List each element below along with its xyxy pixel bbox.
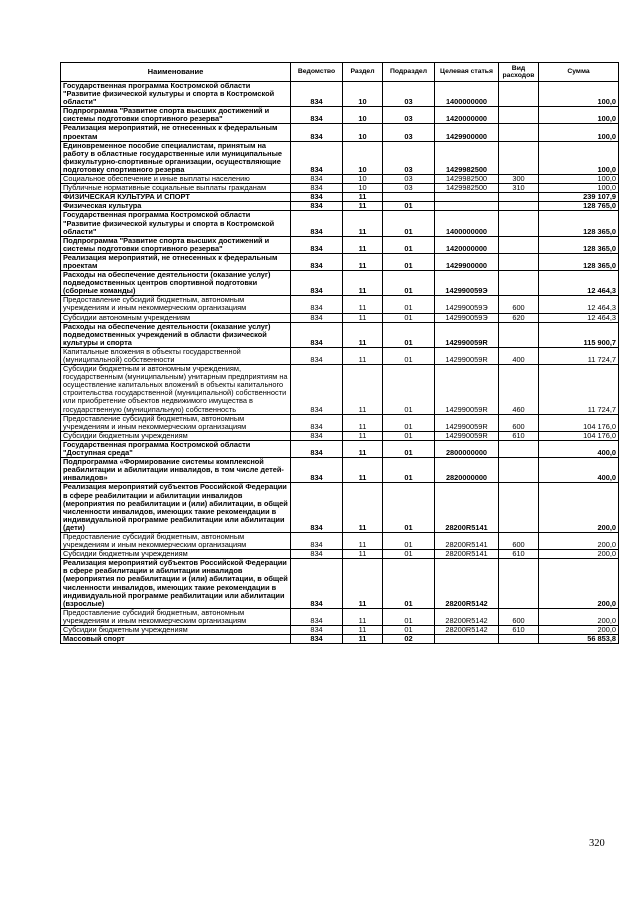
cell-name: ФИЗИЧЕСКАЯ КУЛЬТУРА И СПОРТ	[61, 193, 291, 202]
cell-expense-type: 460	[499, 365, 539, 415]
cell-target-article: 1429900000	[435, 124, 499, 141]
cell-name: Публичные нормативные социальные выплаты гражданам	[61, 184, 291, 193]
cell-podrazdel: 03	[383, 141, 435, 174]
cell-name: Реализация мероприятий субъектов Российской Федерации в сфере реабилитации и абилитации инвалидов (мероприятия по реабилитации и (или) абилитации, в общей численности инвалидов, имеющих такие рекомендации в индивидуальной программе реабилитации или абилитации (дети)	[61, 483, 291, 533]
cell-vedomstvo: 834	[291, 107, 343, 124]
cell-vedomstvo: 834	[291, 414, 343, 431]
cell-razdel: 11	[343, 322, 383, 347]
header-target-article: Целевая статья	[435, 63, 499, 82]
cell-razdel: 11	[343, 313, 383, 322]
cell-razdel: 11	[343, 347, 383, 364]
table-row	[61, 635, 619, 644]
cell-sum: 11 724,7	[539, 347, 619, 364]
cell-podrazdel: 01	[383, 347, 435, 364]
cell-name: Подпрограмма "Развитие спорта высших достижений и системы подготовки спортивного резерва"	[61, 236, 291, 253]
cell-sum: 200,0	[539, 550, 619, 559]
cell-target-article: 28200R5142	[435, 608, 499, 625]
cell-sum: 12 464,3	[539, 296, 619, 313]
cell-sum: 200,0	[539, 532, 619, 549]
cell-razdel: 11	[343, 635, 383, 644]
header-expense-type: Вид расходов	[499, 63, 539, 82]
cell-name: Реализация мероприятий, не отнесенных к федеральным проектам	[61, 124, 291, 141]
cell-expense-type: 600	[499, 296, 539, 313]
cell-target-article: 28200R5141	[435, 532, 499, 549]
cell-razdel: 10	[343, 141, 383, 174]
cell-expense-type	[499, 211, 539, 236]
cell-podrazdel: 01	[383, 483, 435, 533]
cell-expense-type: 610	[499, 550, 539, 559]
table-row	[61, 347, 619, 364]
cell-name: Социальное обеспечение и иные выплаты населению	[61, 175, 291, 184]
cell-name: Государственная программа Костромской области "Развитие физической культуры и спорта в Костромской области"	[61, 82, 291, 107]
cell-name: Подпрограмма "Развитие спорта высших достижений и системы подготовки спортивного резерва"	[61, 107, 291, 124]
cell-razdel: 11	[343, 253, 383, 270]
cell-podrazdel: 03	[383, 175, 435, 184]
cell-podrazdel: 01	[383, 532, 435, 549]
cell-target-article: 142990059R	[435, 431, 499, 440]
cell-podrazdel: 03	[383, 82, 435, 107]
cell-expense-type: 620	[499, 313, 539, 322]
cell-vedomstvo: 834	[291, 124, 343, 141]
cell-expense-type	[499, 202, 539, 211]
cell-name: Физическая культура	[61, 202, 291, 211]
cell-vedomstvo: 834	[291, 202, 343, 211]
cell-razdel: 11	[343, 559, 383, 609]
cell-razdel: 11	[343, 365, 383, 415]
cell-podrazdel: 01	[383, 559, 435, 609]
cell-vedomstvo: 834	[291, 141, 343, 174]
cell-podrazdel: 01	[383, 550, 435, 559]
cell-sum: 100,0	[539, 82, 619, 107]
cell-razdel: 11	[343, 440, 383, 457]
cell-vedomstvo: 834	[291, 175, 343, 184]
header-row	[61, 63, 619, 82]
cell-razdel: 11	[343, 296, 383, 313]
table-row	[61, 483, 619, 533]
cell-expense-type	[499, 322, 539, 347]
cell-razdel: 11	[343, 483, 383, 533]
cell-expense-type: 310	[499, 184, 539, 193]
cell-podrazdel: 03	[383, 124, 435, 141]
cell-expense-type	[499, 253, 539, 270]
cell-name: Субсидии бюджетным учреждениям	[61, 550, 291, 559]
cell-expense-type	[499, 483, 539, 533]
header-razdel: Раздел	[343, 63, 383, 82]
cell-target-article: 142990059Э	[435, 313, 499, 322]
cell-sum: 128 765,0	[539, 202, 619, 211]
cell-vedomstvo: 834	[291, 550, 343, 559]
cell-vedomstvo: 834	[291, 483, 343, 533]
cell-podrazdel: 01	[383, 211, 435, 236]
cell-expense-type: 610	[499, 431, 539, 440]
cell-vedomstvo: 834	[291, 313, 343, 322]
cell-razdel: 11	[343, 550, 383, 559]
cell-target-article: 142990059R	[435, 322, 499, 347]
cell-vedomstvo: 834	[291, 193, 343, 202]
cell-name: Реализация мероприятий, не отнесенных к федеральным проектам	[61, 253, 291, 270]
cell-razdel: 10	[343, 82, 383, 107]
cell-sum: 11 724,7	[539, 365, 619, 415]
cell-podrazdel: 01	[383, 271, 435, 296]
cell-expense-type	[499, 141, 539, 174]
cell-target-article: 1429982500	[435, 141, 499, 174]
table-row	[61, 124, 619, 141]
cell-target-article: 1400000000	[435, 211, 499, 236]
cell-name: Субсидии бюджетным и автономным учреждениям, государственным (муниципальным) унитарным предприятиям на осуществление капитальных вложений в объекты капитального строительства государственной (муниципальной) собственности или приобретение объектов недвижимого имущества в государственную (муниципальную) собственность	[61, 365, 291, 415]
cell-vedomstvo: 834	[291, 431, 343, 440]
cell-sum: 12 464,3	[539, 271, 619, 296]
cell-podrazdel: 01	[383, 296, 435, 313]
cell-expense-type	[499, 271, 539, 296]
cell-podrazdel: 02	[383, 635, 435, 644]
cell-expense-type	[499, 635, 539, 644]
cell-sum: 128 365,0	[539, 236, 619, 253]
cell-name: Предоставление субсидий бюджетным, автономным учреждениям и иным некоммерческим организациям	[61, 414, 291, 431]
cell-razdel: 10	[343, 124, 383, 141]
cell-podrazdel: 01	[383, 202, 435, 211]
cell-name: Массовый спорт	[61, 635, 291, 644]
table-row	[61, 141, 619, 174]
cell-target-article	[435, 635, 499, 644]
cell-podrazdel: 03	[383, 184, 435, 193]
cell-razdel: 11	[343, 211, 383, 236]
cell-target-article: 142990059Э	[435, 296, 499, 313]
cell-vedomstvo: 834	[291, 211, 343, 236]
cell-target-article: 1429900000	[435, 253, 499, 270]
cell-target-article: 28200R5141	[435, 550, 499, 559]
table-row	[61, 107, 619, 124]
cell-podrazdel: 01	[383, 608, 435, 625]
cell-vedomstvo: 834	[291, 184, 343, 193]
cell-razdel: 10	[343, 184, 383, 193]
cell-podrazdel: 01	[383, 313, 435, 322]
cell-razdel: 11	[343, 271, 383, 296]
cell-sum: 100,0	[539, 184, 619, 193]
cell-expense-type	[499, 124, 539, 141]
cell-podrazdel: 01	[383, 626, 435, 635]
cell-vedomstvo: 834	[291, 626, 343, 635]
cell-name: Государственная программа Костромской области "Развитие физической культуры и спорта в Костромской области"	[61, 211, 291, 236]
cell-name: Расходы на обеспечение деятельности (оказание услуг) подведомственных центров спортивной подготовки (сборные команды)	[61, 271, 291, 296]
header-podrazdel: Подраздел	[383, 63, 435, 82]
table-row	[61, 322, 619, 347]
table-row	[61, 414, 619, 431]
cell-sum: 128 365,0	[539, 211, 619, 236]
table-row	[61, 608, 619, 625]
cell-name: Капитальные вложения в объекты государственной (муниципальной) собственности	[61, 347, 291, 364]
cell-vedomstvo: 834	[291, 271, 343, 296]
cell-podrazdel: 01	[383, 365, 435, 415]
header-name: Наименование	[61, 63, 291, 82]
table-row	[61, 458, 619, 483]
table-row	[61, 440, 619, 457]
cell-sum: 128 365,0	[539, 253, 619, 270]
cell-vedomstvo: 834	[291, 559, 343, 609]
cell-expense-type	[499, 559, 539, 609]
cell-razdel: 11	[343, 532, 383, 549]
cell-name: Расходы на обеспечение деятельности (оказание услуг) подведомственных учреждений в области физической культуры и спорта	[61, 322, 291, 347]
cell-sum: 200,0	[539, 626, 619, 635]
cell-razdel: 11	[343, 431, 383, 440]
cell-podrazdel: 01	[383, 414, 435, 431]
cell-razdel: 10	[343, 175, 383, 184]
cell-name: Предоставление субсидий бюджетным, автономным учреждениям и иным некоммерческим организациям	[61, 532, 291, 549]
cell-target-article: 1429982500	[435, 184, 499, 193]
cell-razdel: 11	[343, 626, 383, 635]
cell-target-article: 1420000000	[435, 107, 499, 124]
cell-razdel: 11	[343, 414, 383, 431]
cell-expense-type	[499, 440, 539, 457]
cell-vedomstvo: 834	[291, 532, 343, 549]
cell-razdel: 10	[343, 107, 383, 124]
cell-target-article: 142990059R	[435, 347, 499, 364]
cell-razdel: 11	[343, 236, 383, 253]
cell-sum: 200,0	[539, 608, 619, 625]
cell-target-article: 28200R5141	[435, 483, 499, 533]
cell-target-article: 1429982500	[435, 175, 499, 184]
cell-sum: 104 176,0	[539, 414, 619, 431]
cell-target-article	[435, 193, 499, 202]
cell-expense-type: 600	[499, 414, 539, 431]
cell-target-article: 2820000000	[435, 458, 499, 483]
cell-sum: 239 107,9	[539, 193, 619, 202]
cell-name: Подпрограмма «Формирование системы комплексной реабилитации и абилитации инвалидов, в том числе детей-инвалидов»	[61, 458, 291, 483]
cell-sum: 400,0	[539, 458, 619, 483]
cell-vedomstvo: 834	[291, 365, 343, 415]
cell-podrazdel: 01	[383, 431, 435, 440]
cell-sum: 12 464,3	[539, 313, 619, 322]
table-row	[61, 365, 619, 415]
table-row	[61, 296, 619, 313]
cell-razdel: 11	[343, 193, 383, 202]
cell-target-article: 28200R5142	[435, 559, 499, 609]
cell-sum: 200,0	[539, 559, 619, 609]
cell-sum: 100,0	[539, 107, 619, 124]
cell-target-article: 1420000000	[435, 236, 499, 253]
cell-name: Предоставление субсидий бюджетным, автономным учреждениям и иным некоммерческим организациям	[61, 608, 291, 625]
cell-razdel: 11	[343, 608, 383, 625]
cell-target-article: 1400000000	[435, 82, 499, 107]
table-row	[61, 236, 619, 253]
table-row	[61, 626, 619, 635]
cell-vedomstvo: 834	[291, 236, 343, 253]
cell-name: Субсидии бюджетным учреждениям	[61, 431, 291, 440]
cell-name: Реализация мероприятий субъектов Российской Федерации в сфере реабилитации и абилитации инвалидов (мероприятия по реабилитации и (или) абилитации, в общей численности инвалидов, имеющих такие рекомендации в индивидуальной программе реабилитации или абилитации (взрослые)	[61, 559, 291, 609]
cell-vedomstvo: 834	[291, 458, 343, 483]
budget-table	[60, 62, 619, 644]
table-row	[61, 193, 619, 202]
cell-sum: 56 853,8	[539, 635, 619, 644]
cell-sum: 100,0	[539, 141, 619, 174]
cell-expense-type	[499, 193, 539, 202]
cell-expense-type: 600	[499, 532, 539, 549]
cell-vedomstvo: 834	[291, 253, 343, 270]
cell-razdel: 11	[343, 202, 383, 211]
cell-podrazdel: 01	[383, 322, 435, 347]
cell-podrazdel: 01	[383, 236, 435, 253]
header-vedomstvo: Ведомство	[291, 63, 343, 82]
cell-target-article: 28200R5142	[435, 626, 499, 635]
cell-podrazdel: 01	[383, 253, 435, 270]
table-row	[61, 559, 619, 609]
table-row	[61, 313, 619, 322]
table-row	[61, 211, 619, 236]
cell-expense-type	[499, 107, 539, 124]
cell-name: Субсидии бюджетным учреждениям	[61, 626, 291, 635]
cell-podrazdel: 01	[383, 458, 435, 483]
cell-sum: 100,0	[539, 175, 619, 184]
cell-vedomstvo: 834	[291, 296, 343, 313]
cell-expense-type: 400	[499, 347, 539, 364]
cell-vedomstvo: 834	[291, 635, 343, 644]
table-row	[61, 532, 619, 549]
cell-name: Единовременное пособие специалистам, принятым на работу в областные государственные или муниципальные физкультурно-спортивные организации, осуществляющие подготовку спортивного резерва	[61, 141, 291, 174]
table-row	[61, 253, 619, 270]
cell-target-article: 142990059R	[435, 365, 499, 415]
cell-sum: 115 900,7	[539, 322, 619, 347]
cell-podrazdel: 03	[383, 107, 435, 124]
cell-sum: 400,0	[539, 440, 619, 457]
page-number: 320	[589, 838, 605, 849]
cell-expense-type	[499, 236, 539, 253]
cell-sum: 200,0	[539, 483, 619, 533]
cell-expense-type: 610	[499, 626, 539, 635]
cell-target-article	[435, 202, 499, 211]
cell-vedomstvo: 834	[291, 608, 343, 625]
cell-target-article: 142990059R	[435, 414, 499, 431]
cell-sum: 100,0	[539, 124, 619, 141]
cell-sum: 104 176,0	[539, 431, 619, 440]
cell-target-article: 2800000000	[435, 440, 499, 457]
table-row	[61, 82, 619, 107]
cell-expense-type: 600	[499, 608, 539, 625]
cell-vedomstvo: 834	[291, 347, 343, 364]
cell-razdel: 11	[343, 458, 383, 483]
cell-name: Субсидии автономным учреждениям	[61, 313, 291, 322]
cell-vedomstvo: 834	[291, 322, 343, 347]
cell-vedomstvo: 834	[291, 82, 343, 107]
cell-name: Государственная программа Костромской области "Доступная среда"	[61, 440, 291, 457]
cell-vedomstvo: 834	[291, 440, 343, 457]
cell-name: Предоставление субсидий бюджетным, автономным учреждениям и иным некоммерческим организациям	[61, 296, 291, 313]
cell-podrazdel: 01	[383, 440, 435, 457]
cell-target-article: 142990059Э	[435, 271, 499, 296]
cell-expense-type	[499, 458, 539, 483]
cell-expense-type: 300	[499, 175, 539, 184]
header-sum: Сумма	[539, 63, 619, 82]
cell-expense-type	[499, 82, 539, 107]
table-row	[61, 271, 619, 296]
